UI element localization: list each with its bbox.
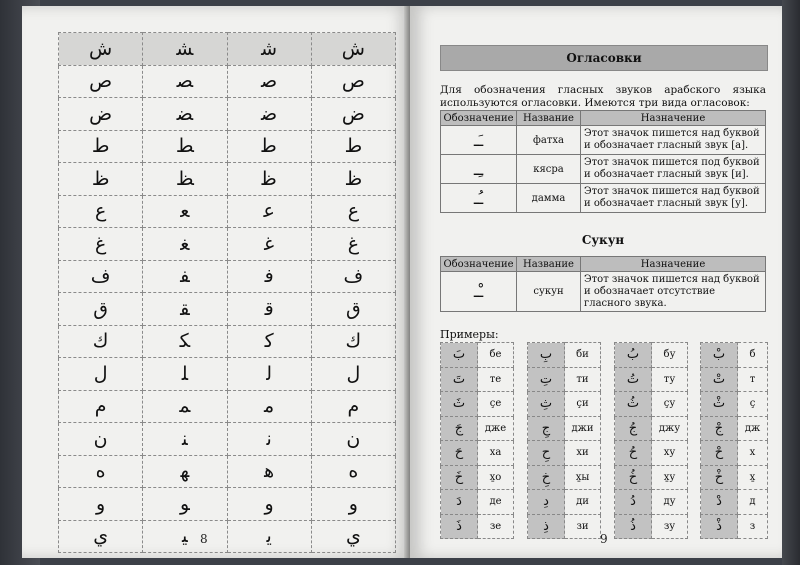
list-item <box>615 514 688 539</box>
letter-form-cell: ﻀ <box>143 98 227 131</box>
list-item <box>441 392 514 417</box>
letter-form-cell: ﻆ <box>143 163 227 196</box>
letter-form-cell: ع <box>311 195 395 228</box>
list-item <box>701 416 768 441</box>
example-arabic: حُ <box>615 441 652 466</box>
example-arabic: حِ <box>528 441 565 466</box>
letter-form-cell: ﻟ <box>227 358 311 391</box>
list-item <box>701 441 768 466</box>
letter-form-cell: ﻘ <box>143 293 227 326</box>
letter-form-cell: و <box>227 488 311 521</box>
example-transliteration: х <box>738 441 768 466</box>
example-transliteration: те <box>478 367 514 392</box>
vowel-symbol: ـِـ <box>441 155 517 184</box>
list-item <box>701 367 768 392</box>
example-transliteration: б <box>738 343 768 368</box>
example-arabic: ثِ <box>528 392 565 417</box>
letter-form-cell: ه <box>311 455 395 488</box>
letter-form-cell: ﺻ <box>227 65 311 98</box>
example-transliteration: джу <box>652 416 688 441</box>
example-arabic: خْ <box>701 465 738 490</box>
letter-form-cell: ظ <box>311 163 395 196</box>
example-transliteration: х̱ы <box>565 465 601 490</box>
list-item <box>615 343 688 368</box>
example-transliteration: дже <box>478 416 514 441</box>
letter-form-cell: ﻂ <box>143 130 227 163</box>
example-transliteration: çе <box>478 392 514 417</box>
letter-form-cell: ه <box>59 455 143 488</box>
letter-form-cell: ك <box>311 325 395 358</box>
table-row <box>441 184 766 213</box>
table-row <box>59 195 396 228</box>
table-row <box>59 455 396 488</box>
example-transliteration: зе <box>478 514 514 539</box>
letter-forms-table <box>58 32 396 553</box>
letter-form-cell: ﻣ <box>227 390 311 423</box>
col-header-name: Название <box>517 257 581 272</box>
list-item <box>701 343 768 368</box>
list-item <box>701 490 768 515</box>
letter-form-cell: ط <box>311 130 395 163</box>
sukun-description: Этот значок пишется над буквой и обозначает отсутствие гласного звука. <box>581 272 766 312</box>
example-transliteration: т <box>738 367 768 392</box>
vowel-description: Этот значок пишется под буквой и обозначает гласный звук [и]. <box>581 155 766 184</box>
letter-form-cell: غ <box>311 228 395 261</box>
example-transliteration: çу <box>652 392 688 417</box>
table-row <box>59 423 396 456</box>
examples-group-fatha <box>440 342 514 539</box>
letter-form-cell: ك <box>59 325 143 358</box>
example-arabic: حْ <box>701 441 738 466</box>
example-arabic: دَ <box>441 490 478 515</box>
table-row <box>441 155 766 184</box>
vowel-description: Этот значок пишется над буквой и обозначает гласный звук [у]. <box>581 184 766 213</box>
table-row <box>59 98 396 131</box>
vowel-symbol: ـُـ <box>441 184 517 213</box>
letter-form-cell: ﻨ <box>143 423 227 456</box>
letter-form-cell: ﻤ <box>143 390 227 423</box>
list-item <box>615 490 688 515</box>
table-row <box>59 488 396 521</box>
example-arabic: ثَ <box>441 392 478 417</box>
vowel-name: дамма <box>517 184 581 213</box>
letter-form-cell: ص <box>59 65 143 98</box>
list-item <box>441 416 514 441</box>
col-header-name: Название <box>517 111 581 126</box>
vowel-marks-table <box>440 110 766 213</box>
letter-form-cell: ﻳ <box>227 520 311 553</box>
letter-form-cell: ﻬ <box>143 455 227 488</box>
letter-form-cell: ف <box>59 260 143 293</box>
list-item <box>441 367 514 392</box>
col-header-symbol: Обозначение <box>441 111 517 126</box>
letter-form-cell: ض <box>311 98 395 131</box>
example-arabic: دِ <box>528 490 565 515</box>
list-item <box>441 441 514 466</box>
letter-form-cell: ف <box>311 260 395 293</box>
list-item <box>701 514 768 539</box>
example-transliteration: би <box>565 343 601 368</box>
vowel-name: кясра <box>517 155 581 184</box>
example-arabic: ثُ <box>615 392 652 417</box>
list-item <box>441 514 514 539</box>
letter-form-cell: ﻓ <box>227 260 311 293</box>
example-arabic: بُ <box>615 343 652 368</box>
example-arabic: ذَ <box>441 514 478 539</box>
section-title-sukun: Сукун <box>581 233 625 247</box>
letter-form-cell: ض <box>59 98 143 131</box>
right-page <box>410 6 782 558</box>
table-row <box>59 293 396 326</box>
vowel-name: фатха <box>517 126 581 155</box>
example-transliteration: ти <box>565 367 601 392</box>
list-item <box>528 490 601 515</box>
letter-form-cell: ﺼ <box>143 65 227 98</box>
letter-form-cell: ﻮ <box>143 488 227 521</box>
table-row <box>59 325 396 358</box>
example-arabic: دْ <box>701 490 738 515</box>
examples-group-sukun <box>700 342 768 539</box>
letter-form-cell: ﻠ <box>143 358 227 391</box>
letter-form-cell: ﺸ <box>143 33 227 66</box>
letter-form-cell: ﻇ <box>227 163 311 196</box>
list-item <box>441 465 514 490</box>
letter-form-cell: ﻗ <box>227 293 311 326</box>
example-arabic: تِ <box>528 367 565 392</box>
letter-form-cell: ﻏ <box>227 228 311 261</box>
example-transliteration: ту <box>652 367 688 392</box>
col-header-symbol: Обозначение <box>441 257 517 272</box>
example-arabic: خَ <box>441 465 478 490</box>
example-transliteration: ду <box>652 490 688 515</box>
letter-form-cell: ق <box>59 293 143 326</box>
table-row <box>59 260 396 293</box>
example-transliteration: зи <box>565 514 601 539</box>
table-row <box>59 163 396 196</box>
letter-form-cell: ﻔ <box>143 260 227 293</box>
col-header-purpose: Назначение <box>581 257 766 272</box>
example-transliteration: д <box>738 490 768 515</box>
example-arabic: ذِ <box>528 514 565 539</box>
table-row <box>59 390 396 423</box>
letter-form-cell: ن <box>59 423 143 456</box>
intro-paragraph: Для обозначения гласных звуков арабского языка используются огласовки. Имеются три вида огласовок: <box>440 84 766 109</box>
list-item <box>615 392 688 417</box>
list-item <box>528 465 601 490</box>
list-item <box>701 465 768 490</box>
example-arabic: جْ <box>701 416 738 441</box>
list-item <box>441 343 514 368</box>
book-edge-right <box>782 0 800 565</box>
example-arabic: خِ <box>528 465 565 490</box>
list-item <box>528 514 601 539</box>
example-arabic: بَ <box>441 343 478 368</box>
example-transliteration: ди <box>565 490 601 515</box>
letter-form-cell: غ <box>59 228 143 261</box>
letter-form-cell: ق <box>311 293 395 326</box>
list-item <box>528 392 601 417</box>
letter-form-cell: ص <box>311 65 395 98</box>
letter-form-cell: ي <box>59 520 143 553</box>
list-item <box>701 392 768 417</box>
letter-form-cell: م <box>311 390 395 423</box>
letter-form-cell: ﺷ <box>227 33 311 66</box>
example-transliteration: х̱ <box>738 465 768 490</box>
example-arabic: دُ <box>615 490 652 515</box>
list-item <box>615 416 688 441</box>
letter-form-cell: ﻐ <box>143 228 227 261</box>
letter-form-cell: ل <box>59 358 143 391</box>
letter-form-cell: ﻴ <box>143 520 227 553</box>
example-transliteration: дж <box>738 416 768 441</box>
example-transliteration: бу <box>652 343 688 368</box>
page-number-left: 8 <box>200 532 208 546</box>
letter-form-cell: ع <box>59 195 143 228</box>
example-transliteration: ç <box>738 392 768 417</box>
example-arabic: ذْ <box>701 514 738 539</box>
letter-form-cell: ي <box>311 520 395 553</box>
table-row <box>59 358 396 391</box>
example-transliteration: хи <box>565 441 601 466</box>
letter-form-cell: ﻧ <box>227 423 311 456</box>
letter-form-cell: ﻋ <box>227 195 311 228</box>
table-row <box>59 33 396 66</box>
table-row <box>59 130 396 163</box>
list-item <box>528 441 601 466</box>
examples-label: Примеры: <box>440 328 499 341</box>
example-arabic: خُ <box>615 465 652 490</box>
example-arabic: ثْ <box>701 392 738 417</box>
vowel-symbol: ـَـ <box>441 126 517 155</box>
list-item <box>615 441 688 466</box>
table-row <box>59 65 396 98</box>
list-item <box>528 416 601 441</box>
example-transliteration: де <box>478 490 514 515</box>
example-transliteration: х̱у <box>652 465 688 490</box>
list-item <box>441 490 514 515</box>
letter-form-cell: ﺿ <box>227 98 311 131</box>
letter-form-cell: ل <box>311 358 395 391</box>
sukun-table <box>440 256 766 312</box>
example-transliteration: джи <box>565 416 601 441</box>
table-row <box>59 228 396 261</box>
example-arabic: بِ <box>528 343 565 368</box>
letter-form-cell: ط <box>59 130 143 163</box>
examples-group-kasra <box>527 342 601 539</box>
vowel-description: Этот значок пишется над буквой и обозначает гласный звук [а]. <box>581 126 766 155</box>
example-transliteration: çи <box>565 392 601 417</box>
example-arabic: حَ <box>441 441 478 466</box>
letter-form-cell: ن <box>311 423 395 456</box>
section-title-vowels: Огласовки <box>440 45 768 71</box>
table-row <box>441 272 766 312</box>
letter-form-cell: و <box>311 488 395 521</box>
examples-group-damma <box>614 342 688 539</box>
example-arabic: جِ <box>528 416 565 441</box>
sukun-symbol: ـْـ <box>441 272 517 312</box>
letter-form-cell: ﻌ <box>143 195 227 228</box>
example-transliteration: ха <box>478 441 514 466</box>
table-row <box>441 126 766 155</box>
example-transliteration: зу <box>652 514 688 539</box>
letter-form-cell: ﻜ <box>143 325 227 358</box>
list-item <box>615 465 688 490</box>
letter-form-cell: ﻃ <box>227 130 311 163</box>
example-arabic: تَ <box>441 367 478 392</box>
left-page <box>22 6 410 558</box>
letter-form-cell: و <box>59 488 143 521</box>
list-item <box>528 367 601 392</box>
example-arabic: تُ <box>615 367 652 392</box>
sukun-name: сукун <box>517 272 581 312</box>
col-header-purpose: Назначение <box>581 111 766 126</box>
example-transliteration: х̱о <box>478 465 514 490</box>
list-item <box>528 343 601 368</box>
letter-form-cell: ش <box>59 33 143 66</box>
letter-form-cell: ظ <box>59 163 143 196</box>
letter-form-cell: ﻛ <box>227 325 311 358</box>
example-arabic: تْ <box>701 367 738 392</box>
example-transliteration: ху <box>652 441 688 466</box>
list-item <box>615 367 688 392</box>
letter-form-cell: ﻫ <box>227 455 311 488</box>
example-arabic: ذُ <box>615 514 652 539</box>
letter-form-cell: م <box>59 390 143 423</box>
example-arabic: جُ <box>615 416 652 441</box>
page-number-right: 9 <box>600 532 608 546</box>
example-transliteration: бе <box>478 343 514 368</box>
table-row <box>59 520 396 553</box>
example-arabic: بْ <box>701 343 738 368</box>
example-transliteration: з <box>738 514 768 539</box>
letter-form-cell: ش <box>311 33 395 66</box>
example-arabic: جَ <box>441 416 478 441</box>
